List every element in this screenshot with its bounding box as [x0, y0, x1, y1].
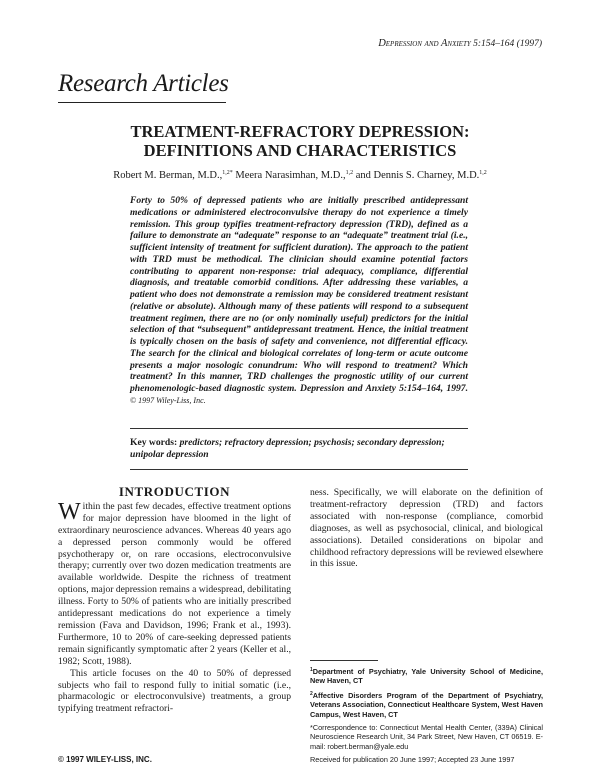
- keywords-label: Key words:: [130, 437, 178, 448]
- footnote-rule: [310, 660, 378, 661]
- journal-name: Depression and Anxiety: [378, 38, 471, 49]
- section-label: Research Articles: [58, 70, 229, 97]
- author-name: and Dennis S. Charney, M.D.: [355, 170, 480, 181]
- keywords: [130, 437, 468, 460]
- author-name: Robert M. Berman, M.D.,: [113, 170, 223, 181]
- article-title: [0, 122, 600, 160]
- affiliation-1-text: Department of Psychiatry, Yale University School of Medicine, New Haven, CT: [310, 667, 543, 686]
- page-copyright: © 1997 WILEY-LISS, INC.: [58, 755, 152, 764]
- intro-paragraph-2: This article focuses on the 40 to 50% of depressed subjects who fail to respond fully to initial somatic (i.e., pharmacologic or electroconvulsive) treatments, a group typifying treatment refractori-: [58, 667, 291, 715]
- affiliation-2: [310, 690, 543, 719]
- drop-cap: W: [58, 498, 81, 525]
- intro-paragraph-2-continued: ness. Specifically, we will elaborate on the definition of treatment-refractory depression (TRD) and factors associated with non-response (compliance, comorbid diagnoses, as well as psychosocial, clinical, and biological associations). Detailed considerations on bipolar and childhood refractory depressions will be reviewed elsewhere in this issue.: [310, 487, 543, 570]
- abstract-text: Forty to 50% of depressed patients who are initially prescribed antidepressant medications or administered electroconvulsive therapy do not experience a timely remission. This group typifies treatment-refractory depression (TRD), defined as a failure to demonstrate an “adequate” response to an “adequate” treatment trial (i.e., sufficient intensity of treatment for sufficient duration). The approach to the patient with TRD must be methodical. The clinician should examine potential factors contributing to apparent non-response: trial adequacy, compliance, differential diagnosis, and treatable comorbid conditions. After addressing these variables, a patient who does not demonstrate a remission may be considered treatment resistant (relative or absolute). Although many of these patients will respond to a subsequent treatment regimen, there are no (or only nominally useful) predictors for the initial selection of that “subsequent” antidepressant treatment. Hence, the initial treatment is typically chosen on the basis of safety and convenience, not differential efficacy. The search for the clinical and biological correlates of long-term or acute outcome presents a major nosologic conundrum: Who will respond to treatment? Which treatment? In this manner, TRD challenges the prognostic utility of our current phenomenologic-based diagnostic system. Depression and Anxiety 5:154–164, 1997.: [130, 195, 468, 394]
- received-note: Received for publication 20 June 1997; Accepted 23 June 1997: [310, 755, 515, 765]
- affiliation-2-mark: 2: [310, 690, 313, 697]
- author-affiliation-mark: 1,2: [345, 170, 354, 176]
- author-list: [0, 170, 600, 181]
- intro-paragraph-1-text: ithin the past few decades, effective treatment options for major depression have bloomed in the light of extraordinary neuroscience advances. Whereas 40 years ago a depressed person commonly would be offered psychotherapy or, on rare occasions, electroconvulsive therapy; currently over two dozen medication treatments are available worldwide. Despite the richness of treatment options, major depression remains a widespread, debilitating illness. Forty to 50% of patients who are initially prescribed antidepressant medications do not experience a timely remission (Fava and Davidson, 1996; Frank et al., 1993). Furthermore, 10 to 20% of care-seeking depressed patients remain significantly symptomatic after 2 years (Keller et al., 1982; Scott, 1988).: [58, 500, 291, 667]
- keywords-rule-bottom: [130, 469, 468, 470]
- correspondence-note: *Correspondence to: Connecticut Mental Health Center, (339A) Clinical Neuroscience Research Unit, 34 Park Street, New Haven, CT 06519. E-mail: robert.berman@yale.edu: [310, 723, 543, 751]
- affiliation-1-mark: 1: [310, 667, 313, 673]
- title-line-1: TREATMENT-REFRACTORY DEPRESSION:: [130, 122, 470, 141]
- running-header: [378, 38, 542, 49]
- intro-paragraph-1: [58, 498, 291, 668]
- right-column: [310, 487, 543, 570]
- left-column: [58, 486, 291, 715]
- abstract-copyright: © 1997 Wiley-Liss, Inc.: [130, 395, 206, 405]
- keywords-rule-top: [130, 428, 468, 429]
- title-line-2: DEFINITIONS AND CHARACTERISTICS: [143, 141, 457, 160]
- affiliation-1: [310, 666, 543, 686]
- section-rule: [58, 102, 226, 103]
- author-name: Meera Narasimhan, M.D.,: [235, 170, 346, 181]
- introduction-heading: INTRODUCTION: [118, 484, 231, 499]
- abstract: [130, 195, 468, 407]
- author-affiliation-mark: 1,2*: [222, 170, 233, 176]
- keywords-values: predictors; refractory depression; psychosis; secondary depression; unipolar depression: [130, 437, 445, 460]
- journal-citation: 5:154–164 (1997): [473, 39, 542, 49]
- affiliation-2-text: Affective Disorders Program of the Department of Psychiatry, Veterans Association, Connecticut Healthcare System, West Haven Campus, West Haven, CT: [310, 690, 543, 719]
- footnotes: [310, 666, 543, 769]
- author-affiliation-mark: 1,2: [479, 170, 487, 176]
